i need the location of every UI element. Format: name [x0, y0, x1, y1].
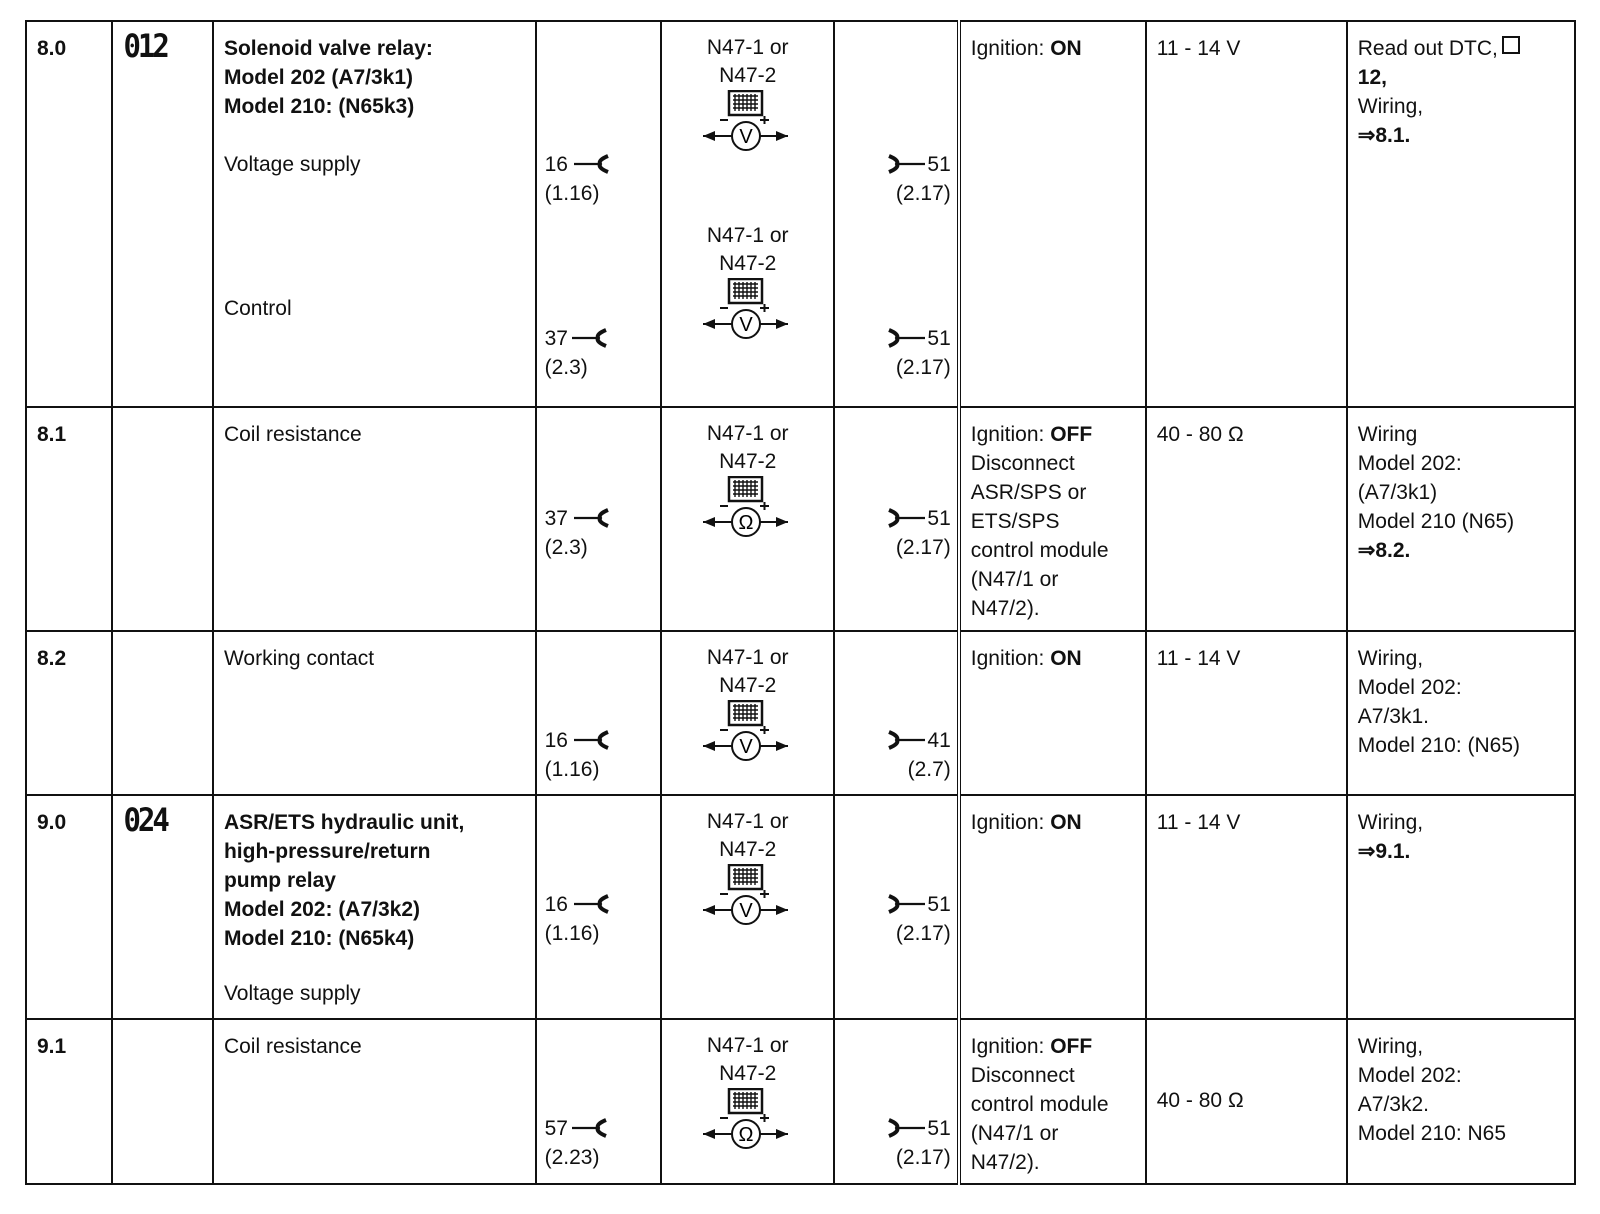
fault-code-display	[112, 407, 213, 631]
socket-right-icon	[887, 328, 927, 348]
table-row	[26, 21, 1575, 407]
test-conditions: Ignition: OFF Disconnect ASR/SPS or ETS/SPS control module (N47/1 or N47/2).	[959, 407, 1146, 631]
pin-right-cell	[834, 631, 959, 795]
svg-text:V: V	[739, 314, 753, 336]
test-table	[25, 20, 1576, 1185]
ohmmeter-icon	[703, 476, 793, 542]
test-title: ASR/ETS hydraulic unit, high-pressure/return pump relay Model 202: (A7/3k2) Model 210: (N65k4)	[223, 811, 465, 950]
meter-cell	[661, 407, 834, 631]
voltmeter-icon	[703, 700, 793, 766]
step-number: 8.0	[26, 21, 112, 407]
table-row	[26, 795, 1575, 1019]
test-description: Coil resistance	[213, 1019, 536, 1184]
pin-left: 57 (2.23)	[545, 1114, 655, 1172]
remedy: Wiring Model 202: (A7/3k1) Model 210 (N65) ⇒8.2.	[1347, 407, 1575, 631]
test-description: Coil resistance	[213, 407, 536, 631]
socket-left-icon	[572, 894, 616, 914]
pin-left: 37 (2.3)	[545, 504, 655, 562]
test-description: Working contact	[213, 631, 536, 795]
meter-cell	[661, 631, 834, 795]
pin-right: 51 (2.17)	[887, 504, 950, 562]
svg-text:V: V	[739, 900, 753, 922]
step-link[interactable]: ⇒8.1.	[1357, 124, 1411, 147]
socket-left-icon	[570, 1118, 614, 1138]
segment-code: 024	[123, 801, 167, 839]
fault-code-display	[112, 1019, 213, 1184]
remedy: Wiring, Model 202: A7/3k2. Model 210: N65	[1347, 1019, 1575, 1184]
pin-right-cell	[834, 21, 959, 407]
socket-right-icon	[887, 894, 927, 914]
test-conditions: Ignition: ON	[959, 795, 1146, 1019]
ohmmeter-icon	[703, 1088, 793, 1154]
meter-block: N47-1 or N47-2 V	[662, 222, 833, 352]
socket-right-icon	[887, 730, 927, 750]
step-link[interactable]: ⇒8.2.	[1357, 539, 1411, 562]
pin-left: 16 (1.16)	[545, 890, 655, 948]
voltmeter-icon	[703, 90, 793, 156]
step-number: 8.2	[26, 631, 112, 795]
nominal-value: 11 - 14 V	[1146, 795, 1347, 1019]
meter-cell	[661, 21, 834, 407]
test-conditions: Ignition: ON	[959, 21, 1146, 407]
pin-left: 16 (1.16)	[545, 726, 655, 784]
svg-text:V: V	[739, 126, 753, 148]
diagnosis-box-icon	[1502, 36, 1520, 54]
svg-text:V: V	[739, 736, 753, 758]
step-number: 9.1	[26, 1019, 112, 1184]
voltmeter-icon	[703, 278, 793, 344]
nominal-value: 40 - 80 Ω	[1146, 1019, 1347, 1184]
meter-block: N47-1 or N47-2 Ω	[662, 420, 833, 550]
remedy: Wiring, Model 202: A7/3k1. Model 210: (N65)	[1347, 631, 1575, 795]
pin-right-cell	[834, 1019, 959, 1184]
pin-left-cell	[536, 795, 662, 1019]
svg-text:Ω: Ω	[738, 1124, 754, 1146]
remedy: Read out DTC, 12, Wiring, ⇒8.1.	[1347, 21, 1575, 407]
test-conditions: Ignition: ON	[959, 631, 1146, 795]
test-description	[213, 21, 536, 407]
meter-block: N47-1 or N47-2 V	[662, 34, 833, 164]
nominal-value: 11 - 14 V	[1146, 631, 1347, 795]
fault-code-display	[112, 631, 213, 795]
pin-left: 16 (1.16)	[545, 150, 655, 208]
step-number: 9.0	[26, 795, 112, 1019]
nominal-value: 11 - 14 V	[1146, 21, 1347, 407]
meter-cell	[661, 795, 834, 1019]
voltmeter-icon	[703, 864, 793, 930]
meter-block: N47-1 or N47-2 V	[662, 644, 833, 774]
fault-code-display	[112, 21, 213, 407]
socket-right-icon	[887, 1118, 927, 1138]
pin-right-cell	[834, 407, 959, 631]
remedy: Wiring, ⇒9.1.	[1347, 795, 1575, 1019]
pin-left: 37 (2.3)	[545, 324, 655, 382]
socket-left-icon	[572, 508, 616, 528]
socket-left-icon	[572, 730, 616, 750]
table-row	[26, 631, 1575, 795]
pin-left-cell	[536, 1019, 662, 1184]
pin-left-cell	[536, 407, 662, 631]
subtest-label: Control	[223, 297, 292, 320]
svg-text:Ω: Ω	[738, 512, 754, 534]
table-row	[26, 1019, 1575, 1184]
pin-left-cell	[536, 631, 662, 795]
pin-right: 51 (2.17)	[887, 1114, 950, 1172]
test-description	[213, 795, 536, 1019]
step-number: 8.1	[26, 407, 112, 631]
pin-right: 51 (2.17)	[887, 890, 950, 948]
meter-block: N47-1 or N47-2 V	[662, 808, 833, 938]
table-row	[26, 407, 1575, 631]
meter-cell	[661, 1019, 834, 1184]
subtest-label: Voltage supply	[223, 153, 361, 176]
pin-right: 51 (2.17)	[887, 324, 950, 382]
pin-right: 51 (2.17)	[887, 150, 950, 208]
step-link[interactable]: ⇒9.1.	[1357, 840, 1411, 863]
test-title: Solenoid valve relay: Model 202 (A7/3k1) Model 210: (N65k3)	[223, 37, 433, 118]
test-conditions: Ignition: OFF Disconnect control module (N47/1 or N47/2).	[959, 1019, 1146, 1184]
pin-right-cell	[834, 795, 959, 1019]
pin-right: 41 (2.7)	[887, 726, 950, 784]
fault-code-display	[112, 795, 213, 1019]
subtest-label: Voltage supply	[223, 982, 361, 1005]
socket-right-icon	[887, 508, 927, 528]
pin-left-cell	[536, 21, 662, 407]
meter-block: N47-1 or N47-2 Ω	[662, 1032, 833, 1162]
nominal-value: 40 - 80 Ω	[1146, 407, 1347, 631]
segment-code: 012	[123, 27, 167, 65]
socket-right-icon	[887, 154, 927, 174]
socket-left-icon	[572, 154, 616, 174]
socket-left-icon	[570, 328, 614, 348]
